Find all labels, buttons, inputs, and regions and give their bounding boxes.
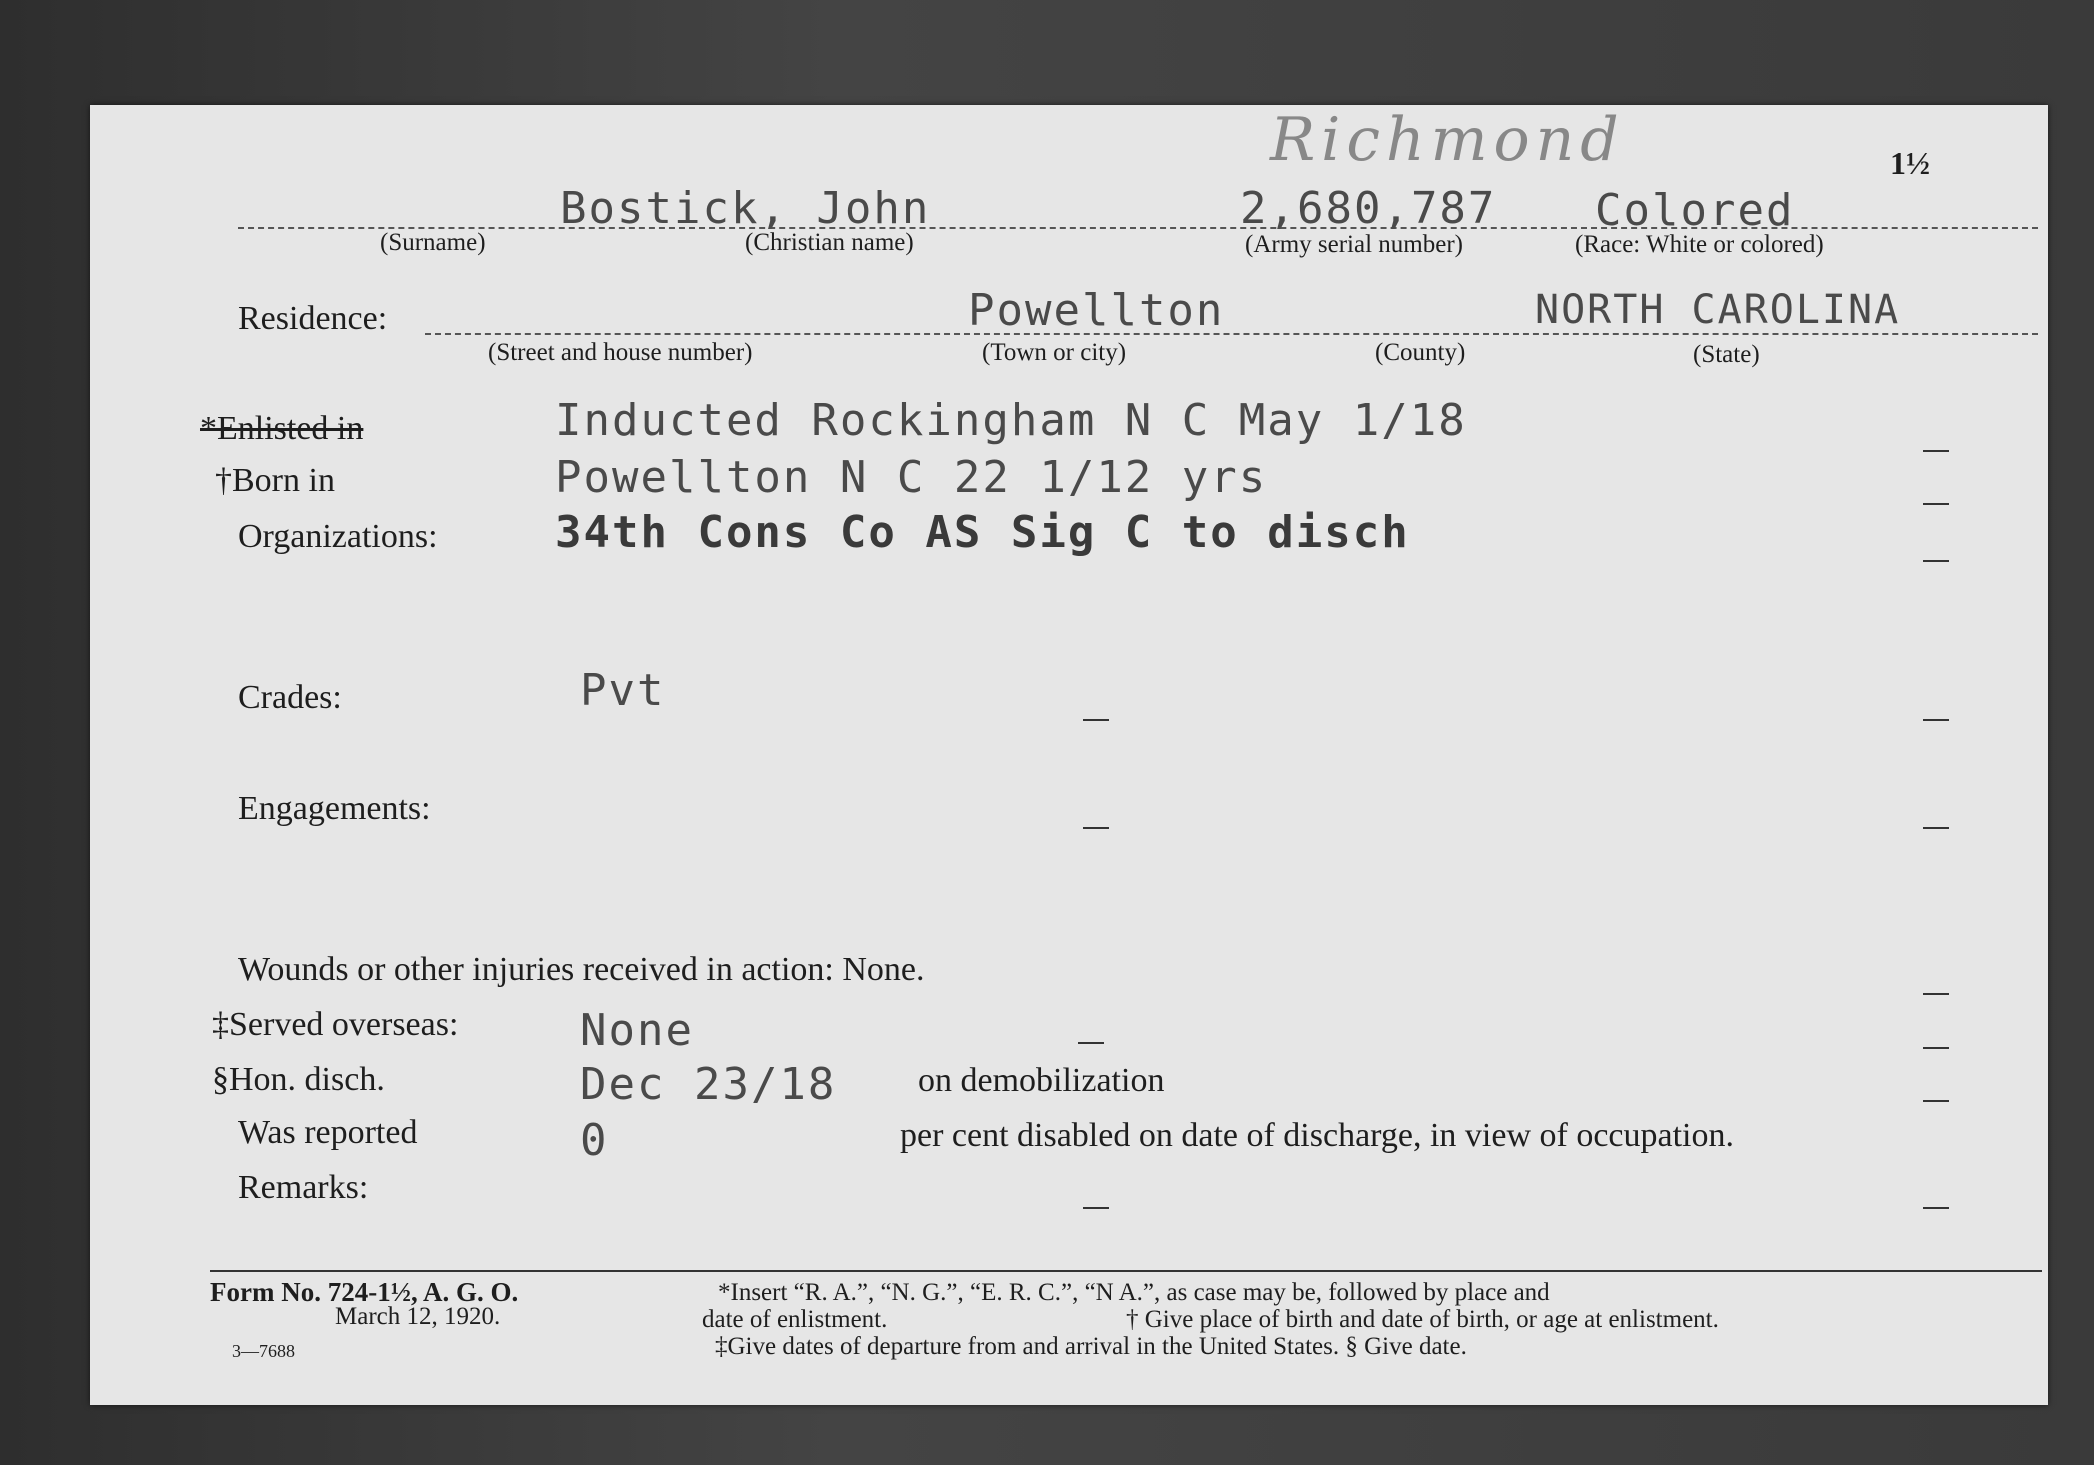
born-label: †Born in	[215, 462, 335, 499]
street-caption: (Street and house number)	[488, 339, 753, 366]
surname-christian-value: Bostick, John	[560, 183, 931, 234]
grades-label: Crades:	[238, 679, 342, 716]
remarks-dash-right	[1923, 1207, 1949, 1209]
remarks-label: Remarks:	[238, 1169, 369, 1206]
remarks-dash-mid	[1083, 1207, 1109, 1209]
enlisted-label: *Enlisted in	[200, 410, 364, 447]
record-card	[90, 105, 2048, 1405]
handwritten-county: Richmond	[1270, 105, 1625, 175]
organizations-dash	[1923, 560, 1949, 562]
hon-disch-label: §Hon. disch.	[212, 1061, 385, 1098]
christian-name-caption: (Christian name)	[745, 229, 914, 256]
residence-label: Residence:	[238, 300, 388, 337]
born-value: Powellton N C 22 1/12 yrs	[555, 452, 1268, 503]
hon-disch-note: on demobilization	[918, 1062, 1165, 1099]
race-caption: (Race: White or colored)	[1575, 231, 1824, 258]
born-dash	[1923, 503, 1949, 505]
enlisted-dash	[1923, 450, 1949, 452]
reported-value: 0	[580, 1115, 609, 1166]
county-caption: (County)	[1375, 339, 1466, 366]
footer-rule	[210, 1270, 2042, 1272]
wounds-text: Wounds or other injuries received in action: None.	[238, 951, 925, 988]
footnote-line2a: date of enlistment.	[702, 1306, 888, 1333]
served-overseas-value: None	[580, 1005, 694, 1056]
served-overseas-label: ‡Served overseas:	[212, 1006, 459, 1043]
residence-town-value: Powellton	[968, 285, 1225, 336]
grades-dash-mid	[1083, 719, 1109, 721]
overseas-dash-mid	[1078, 1042, 1104, 1044]
form-date: March 12, 1920.	[335, 1303, 501, 1330]
wounds-dash	[1923, 993, 1949, 995]
reported-label: Was reported	[238, 1114, 418, 1151]
hon-disch-dash	[1923, 1100, 1949, 1102]
grades-value: Pvt	[580, 665, 666, 716]
residence-state-value: NORTH CAROLINA	[1535, 287, 1901, 333]
overseas-dash-right	[1923, 1047, 1949, 1049]
residence-line	[425, 333, 2038, 335]
surname-caption: (Surname)	[380, 229, 486, 256]
enlisted-value: Inducted Rockingham N C May 1/18	[555, 395, 1467, 446]
footnote-line1: *Insert “R. A.”, “N. G.”, “E. R. C.”, “N A.”, as case may be, followed by place and	[718, 1279, 1550, 1306]
footnote-line3: ‡Give dates of departure from and arrival in the United States. § Give date.	[715, 1333, 1467, 1360]
footnote-line2b: † Give place of birth and date of birth, or age at enlistment.	[1126, 1306, 1719, 1333]
form-number: Form No. 724-1½, A. G. O.	[210, 1277, 519, 1307]
organizations-value: 34th Cons Co AS Sig C to disch	[555, 507, 1410, 558]
corner-mark: 1½	[1890, 145, 1930, 181]
race-value: Colored	[1595, 185, 1795, 236]
engagements-dash-right	[1923, 827, 1949, 829]
hon-disch-value: Dec 23/18	[580, 1059, 837, 1110]
reported-note: per cent disabled on date of discharge, in view of occupation.	[900, 1117, 1734, 1154]
engagements-label: Engagements:	[238, 790, 431, 827]
organizations-label: Organizations:	[238, 518, 438, 555]
state-caption: (State)	[1693, 341, 1760, 368]
serial-number-value: 2,680,787	[1240, 183, 1497, 234]
serial-caption: (Army serial number)	[1245, 231, 1463, 258]
town-caption: (Town or city)	[982, 339, 1127, 366]
print-number: 3—7688	[232, 1341, 295, 1361]
grades-dash-right	[1923, 719, 1949, 721]
engagements-dash-mid	[1083, 827, 1109, 829]
